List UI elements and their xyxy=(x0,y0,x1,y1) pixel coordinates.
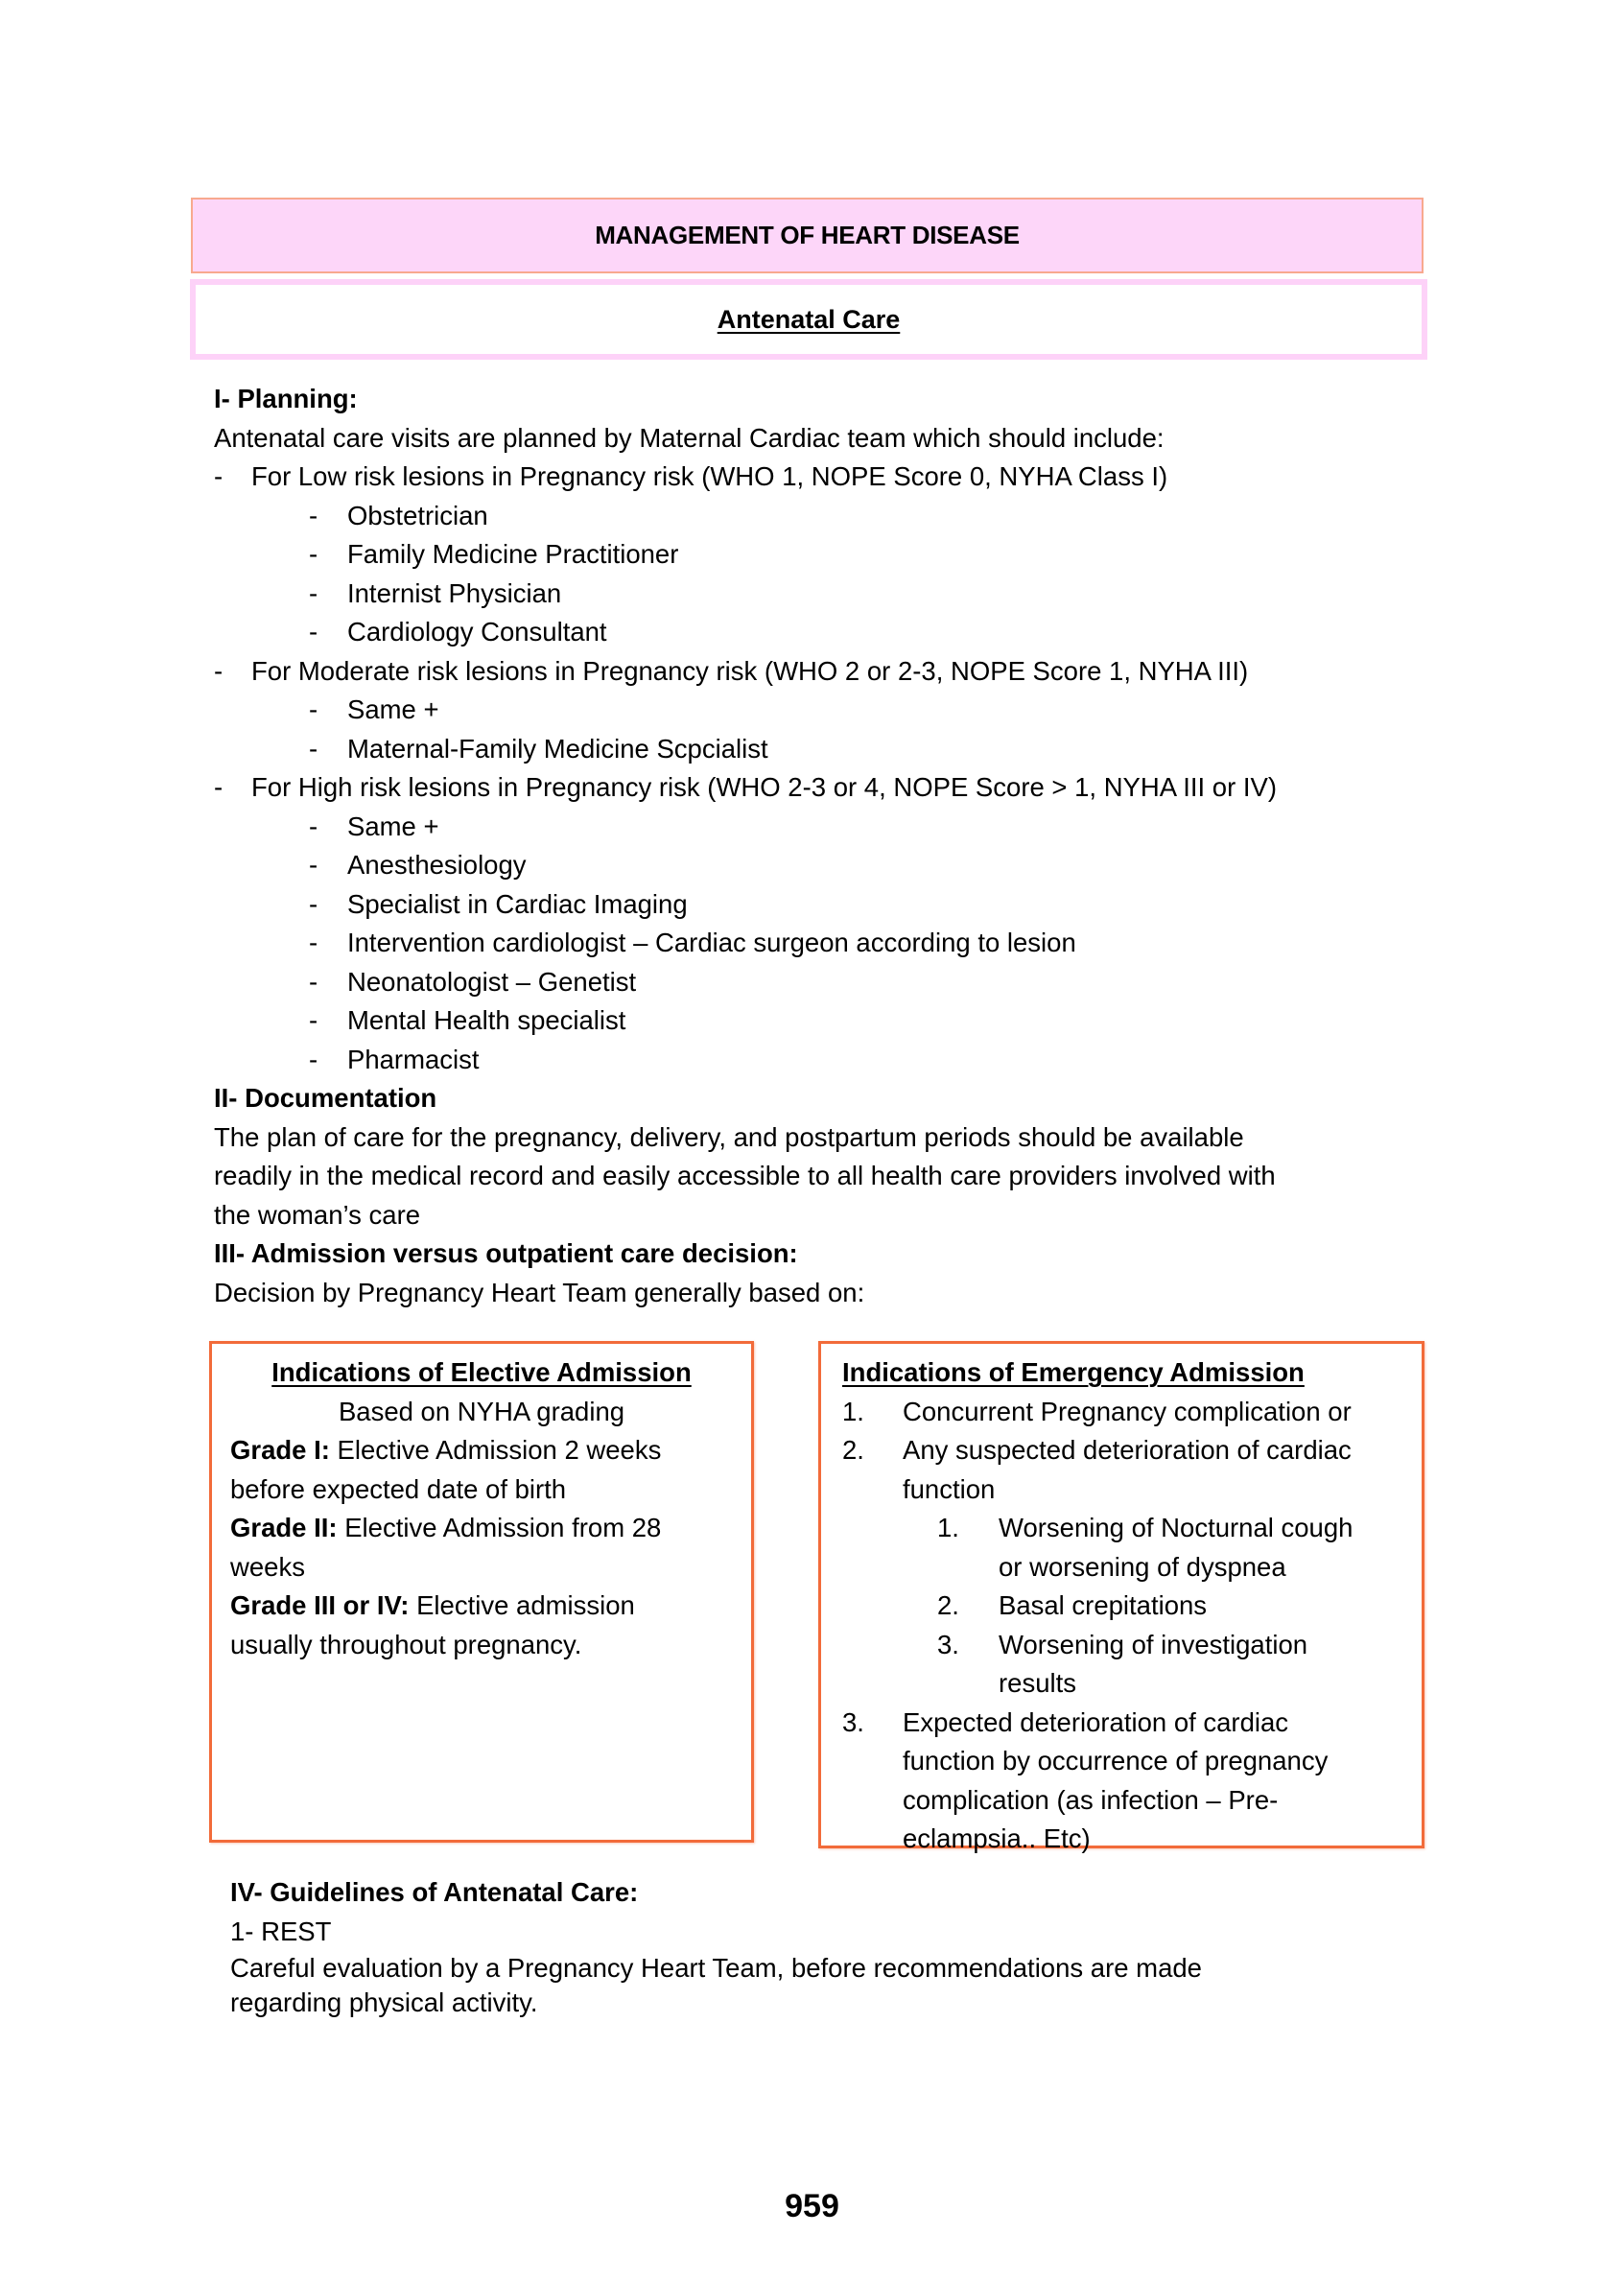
documentation-text: the woman’s care xyxy=(214,1199,421,1230)
numbered-item: 3. Expected deterioration of cardiac xyxy=(842,1706,1289,1737)
guidelines-heading: IV- Guidelines of Antenatal Care: xyxy=(230,1877,639,1907)
bullet-dash: - xyxy=(309,694,318,724)
list-item: - Internist Physician xyxy=(214,575,1432,614)
bullet-dash: - xyxy=(309,928,318,957)
list-item: - Neonatologist – Genetist xyxy=(214,963,1432,1002)
subtitle-banner xyxy=(190,279,1427,360)
sub-numbered-item: 3. Worsening of investigation xyxy=(937,1629,1308,1659)
guideline-text: regarding physical activity. xyxy=(230,1987,538,2017)
section-title: Antenatal Care xyxy=(717,304,901,334)
emergency-box-heading: Indications of Emergency Admission xyxy=(842,1357,1305,1387)
bullet-dash: - xyxy=(309,811,318,841)
grade-label: Grade III or IV: xyxy=(230,1590,410,1620)
guideline-text: Careful evaluation by a Pregnancy Heart Team, before recommendations are made xyxy=(230,1953,1202,1983)
sub-numbered-item: 2. Basal crepitations xyxy=(937,1590,1208,1620)
documentation-heading: II- Documentation xyxy=(214,1083,437,1113)
numbered-item: 1. Concurrent Pregnancy complication or xyxy=(842,1396,1352,1426)
documentation-text: The plan of care for the pregnancy, delivery, and postpartum periods should be available xyxy=(214,1121,1244,1152)
admission-intro: Decision by Pregnancy Heart Team generally based on: xyxy=(214,1277,865,1307)
numbered-item: 2. Any suspected deterioration of cardiac xyxy=(842,1435,1352,1465)
list-item: - Anesthesiology xyxy=(214,846,1432,885)
main-content xyxy=(214,380,1432,1312)
list-item: - Mental Health specialist xyxy=(214,1001,1432,1041)
grade-label: Grade II: xyxy=(230,1513,338,1542)
risk-group-low: - For Low risk lesions in Pregnancy risk (WHO 1, NOPE Score 0, NYHA Class I) xyxy=(214,458,1432,497)
bullet-dash: - xyxy=(309,577,318,608)
list-item: - Pharmacist xyxy=(214,1041,1432,1080)
grade-entry: Grade II: Elective Admission from 28 xyxy=(230,1513,662,1542)
risk-group-moderate: - For Moderate risk lesions in Pregnancy risk (WHO 2 or 2-3, NOPE Score 1, NYHA III) xyxy=(214,652,1432,692)
bullet-dash: - xyxy=(309,966,318,997)
guideline-item-title: 1- REST xyxy=(230,1916,332,1946)
bullet-dash: - xyxy=(309,617,318,647)
bullet-dash: - xyxy=(309,1044,318,1074)
grade-entry-cont: weeks xyxy=(230,1551,305,1582)
grade-label: Grade I: xyxy=(230,1435,330,1465)
elective-box-heading: Indications of Elective Admission xyxy=(271,1357,692,1387)
numbered-item-cont: function xyxy=(903,1473,996,1504)
bullet-dash: - xyxy=(309,733,318,764)
bullet-dash: - xyxy=(214,655,224,686)
elective-admission-box xyxy=(209,1341,754,1843)
numbered-item-cont: function by occurrence of pregnancy xyxy=(903,1746,1329,1775)
numbered-item-cont: eclampsia.. Etc) xyxy=(903,1823,1091,1853)
page-number: 959 xyxy=(785,2188,839,2224)
grade-entry-cont: before expected date of birth xyxy=(230,1473,567,1504)
title-banner xyxy=(191,198,1424,273)
guidelines-section xyxy=(230,1873,1429,2020)
grade-entry-cont: usually throughout pregnancy. xyxy=(230,1629,582,1659)
planning-heading: I- Planning: xyxy=(214,384,358,413)
sub-numbered-item-cont: results xyxy=(999,1668,1076,1698)
bullet-dash: - xyxy=(214,772,224,802)
sub-numbered-item-cont: or worsening of dyspnea xyxy=(999,1551,1286,1582)
planning-intro: Antenatal care visits are planned by Maternal Cardiac team which should include: xyxy=(214,422,1165,453)
admission-heading: III- Admission versus outpatient care decision: xyxy=(214,1238,798,1268)
bullet-dash: - xyxy=(309,539,318,569)
list-item: - Same + xyxy=(214,691,1432,730)
risk-group-high: - For High risk lesions in Pregnancy risk (WHO 2-3 or 4, NOPE Score > 1, NYHA III or IV) xyxy=(214,768,1432,808)
elective-box-subheading: Based on NYHA grading xyxy=(338,1396,625,1426)
list-item: - Intervention cardiologist – Cardiac surgeon according to lesion xyxy=(214,924,1432,963)
grade-entry: Grade III or IV: Elective admission xyxy=(230,1590,635,1620)
emergency-admission-box xyxy=(818,1341,1424,1853)
bullet-dash: - xyxy=(309,888,318,919)
list-item: - Cardiology Consultant xyxy=(214,613,1432,652)
documentation-text: readily in the medical record and easily accessible to all health care providers involved with xyxy=(214,1161,1276,1190)
bullet-dash: - xyxy=(309,500,318,530)
bullet-dash: - xyxy=(214,461,224,491)
grade-entry: Grade I: Elective Admission 2 weeks xyxy=(230,1435,662,1465)
list-item: - Same + xyxy=(214,808,1432,847)
numbered-item-cont: complication (as infection – Pre- xyxy=(903,1784,1279,1815)
list-item: - Specialist in Cardiac Imaging xyxy=(214,885,1432,925)
list-item: - Obstetrician xyxy=(214,497,1432,536)
bullet-dash: - xyxy=(309,1005,318,1035)
list-item: - Maternal-Family Medicine Scpcialist xyxy=(214,730,1432,769)
page-title: MANAGEMENT OF HEART DISEASE xyxy=(595,221,1020,249)
sub-numbered-item: 1. Worsening of Nocturnal cough xyxy=(937,1513,1353,1542)
bullet-dash: - xyxy=(309,850,318,880)
list-item: - Family Medicine Practitioner xyxy=(214,535,1432,575)
